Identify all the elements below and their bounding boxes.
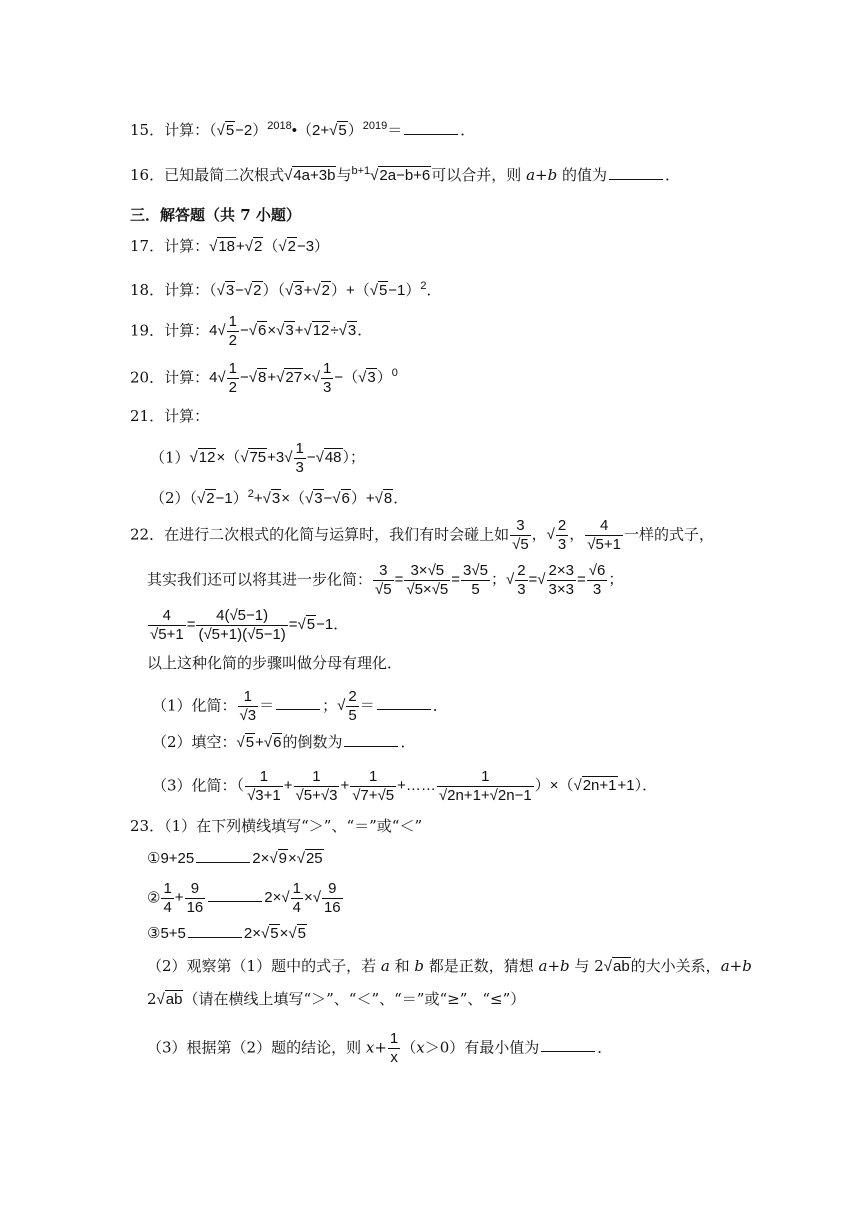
question-23-item-2: ② $\frac{1}{4}$ + $\frac{9}{16}$ 2×√ $\frac{1}{4}$ ×√ $\frac{9}{16}$ — [147, 880, 341, 916]
question-18: 18．计算：$(√3-√2)(√3+√2)+(√5-1)^2$． — [130, 280, 442, 299]
answer-blank[interactable] — [344, 732, 398, 747]
question-23-part-2: （2）观察第（1）题中的式子，若 a 和 b 都是正数，猜想 a+b 与 2√ab的大小关系，a+b — [147, 957, 752, 975]
question-22-example-2: $\frac{4}{√5+1}$ = $\frac{4(√5-1)}{(√5+1)(√5-1)}$ =√5−1． — [150, 607, 349, 643]
answer-blank[interactable] — [188, 923, 242, 938]
answer-blank[interactable] — [404, 120, 458, 135]
question-23-part-3: （3）根据第（2）题的结论，则 x+ $\frac{1}{x}$ （x＞0）有最小值为 ． — [147, 1030, 613, 1066]
question-23-item-1: ①9+25 2×√9×√25 — [147, 849, 323, 867]
question-21: 21．计算： — [130, 407, 210, 425]
question-23: 23．（1）在下列横线填写“＞”、“＝”或“＜” — [130, 817, 423, 835]
question-22: 22．在进行二次根式的化简与运算时，我们有时会碰上如 $\frac{3}{√5}$ ，√ $\frac{2}{3}$ ， $\frac{4}{√5+1}$ 一样的式子， — [130, 517, 714, 553]
question-19: 19．计算：4√ $\frac{1}{2}$ −√6×√3+√12÷√3． — [130, 313, 373, 349]
question-23-item-3: ③5+5 2×√5×√5 — [147, 924, 306, 942]
section-heading: 三．解答题（共 7 小题） — [130, 206, 301, 224]
answer-blank[interactable] — [609, 165, 663, 180]
question-20: 20．计算：4√ $\frac{1}{2}$ −√8+√27×√ $\frac{1}{3}$ $-(√3)^0$ — [130, 360, 398, 396]
question-16: 16．已知最简二次根式√4a+3b与$^{b+1}$√2a−b+6可以合并，则 a+b 的值为 ． — [130, 165, 680, 184]
question-17: 17．计算：√18+√2（√2−3） — [130, 237, 330, 255]
question-22-example: 其实我们还可以将其进一步化简： $\frac{3}{√5}$ = $\frac{3\times√5}{√5\times√5}$ = $\frac{3√5}{5}$ ；√ $\frac{2}{3}$ =√ $\frac{2\times 3}{3\times 3}$ = $\frac{√6}{3}$ ； — [147, 562, 624, 598]
question-21-part-2: $(2)(√2-1)^2+√3\times(√3-√6)+√8$． — [150, 488, 409, 507]
question-22-part-3: （3）化简：（ $\frac{1}{√3+1}$ + $\frac{1}{√5+√3}$ + $\frac{1}{√7+√5}$ +…… $\frac{1}{√2n+1+√2n-1}$ ）×（√2n+1+1）． — [152, 768, 658, 804]
question-23-part-2-cont: 2√ab（请在横线上填写“＞”、“＜”、“＝”或“≥”、“≤”） — [147, 990, 526, 1008]
question-21-part-1: （1）√12×（√75+3√ $\frac{1}{3}$ −√48）； — [150, 440, 366, 476]
question-15: 15．计算：$(√5-2)^{2018}•(2+√5)^{2019}=$ ． — [130, 120, 476, 139]
answer-blank[interactable] — [276, 695, 320, 710]
question-22-part-2: （2）填空：√5+√6的倒数为 ． — [152, 733, 416, 751]
answer-blank[interactable] — [541, 1037, 595, 1052]
answer-blank[interactable] — [208, 887, 262, 902]
answer-blank[interactable] — [377, 695, 431, 710]
question-22-part-1: （1）化简： $\frac{1}{√3}$ ＝ ；√ $\frac{2}{5}$ ＝ ． — [152, 688, 448, 724]
question-22-note: 以上这种化简的步骤叫做分母有理化． — [147, 654, 403, 672]
answer-blank[interactable] — [196, 848, 250, 863]
